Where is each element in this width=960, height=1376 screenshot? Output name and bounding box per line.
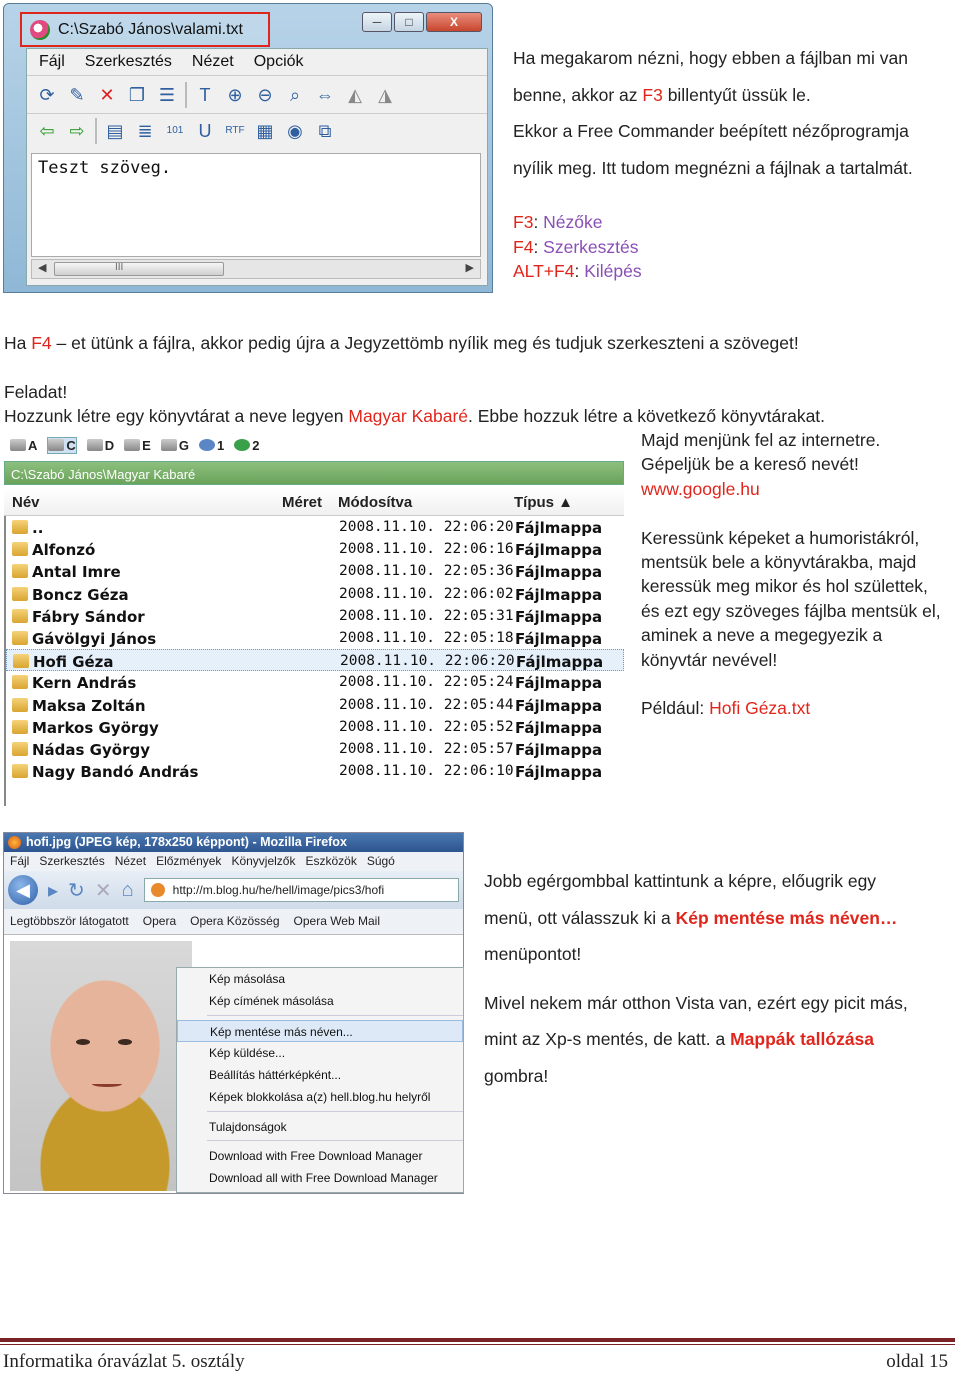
folder-name: Nagy Bandó András bbox=[32, 763, 199, 782]
folder-type: Fájlmappa bbox=[515, 563, 603, 582]
text-line: aminek a neve a megegyezik a bbox=[641, 625, 883, 646]
folder-name: Fábry Sándor bbox=[32, 607, 145, 626]
column-size[interactable]: Méret bbox=[282, 494, 323, 511]
menu-history[interactable]: Előzmények bbox=[156, 854, 222, 868]
google-link[interactable]: www.google.hu bbox=[641, 478, 760, 499]
shortcut-label: Kilépés bbox=[584, 261, 642, 281]
context-menu bbox=[176, 967, 464, 1193]
ctx-properties[interactable]: Tulajdonságok bbox=[209, 1119, 287, 1134]
drive-label: A bbox=[28, 437, 38, 453]
window-controls bbox=[362, 12, 482, 32]
text-line: mentsük bele a könyvtárakba, majd bbox=[641, 552, 917, 573]
example-filename: Hofi Géza.txt bbox=[709, 698, 811, 719]
toolbar-separator bbox=[185, 82, 187, 108]
rotate-left-icon[interactable]: ◭ bbox=[348, 84, 362, 105]
folder-row[interactable] bbox=[6, 538, 624, 560]
folder-date: 2008.11.10. 22:06:02 bbox=[339, 585, 514, 602]
drive-label: 1 bbox=[216, 437, 225, 453]
text-span: mint az Xp-s mentés, de katt. a bbox=[484, 1029, 731, 1049]
spacer bbox=[484, 973, 954, 985]
text-line: menüpontot! bbox=[484, 944, 582, 964]
column-type[interactable]: Típus ▲ bbox=[514, 494, 574, 511]
scroll-right-icon[interactable]: ▶ bbox=[465, 262, 474, 274]
task-heading: Feladat! bbox=[4, 382, 68, 402]
folder-date: 2008.11.10. 22:05:24 bbox=[339, 674, 514, 691]
menu-edit[interactable]: Szerkesztés bbox=[84, 53, 172, 70]
key-highlight: F4 bbox=[31, 333, 52, 353]
text-span: – et ütünk a fájlra, akkor pedig újra a Jegyzettömb nyílik meg és tudjuk szerkeszteni a szöveget! bbox=[51, 333, 799, 353]
text-span: menü, ott válasszuk ki a bbox=[484, 907, 676, 928]
folder-date: 2008.11.10. 22:06:16 bbox=[339, 541, 514, 558]
window-title-bar bbox=[20, 12, 270, 47]
folder-date: 2008.11.10. 22:06:20 bbox=[340, 653, 515, 670]
ctx-copy-image[interactable]: Kép másolása bbox=[209, 972, 286, 986]
portrait-image[interactable] bbox=[10, 941, 192, 1191]
shortcut-item bbox=[513, 210, 642, 235]
unicode-mode-icon[interactable]: U bbox=[198, 120, 212, 141]
ctx-save-image-as[interactable]: Kép mentése más néven... bbox=[177, 1020, 463, 1042]
mouth-shape bbox=[92, 1081, 122, 1087]
disk-icon bbox=[161, 439, 177, 451]
folder-row[interactable] bbox=[6, 716, 624, 738]
folder-icon bbox=[12, 587, 28, 601]
bookmark-opera[interactable]: Opera bbox=[142, 914, 177, 928]
folder-type: Fájlmappa bbox=[515, 585, 603, 604]
folder-date: 2008.11.10. 22:05:44 bbox=[339, 696, 514, 713]
rtf-mode-icon[interactable]: RTF bbox=[225, 124, 245, 136]
text-span: billentyűt üssük le. bbox=[662, 84, 811, 105]
folder-date: 2008.11.10. 22:05:36 bbox=[339, 563, 514, 580]
page-number: oldal 15 bbox=[886, 1351, 948, 1372]
back-arrow-icon[interactable]: ⇦ bbox=[39, 120, 55, 141]
shortcut-key: ALT+F4 bbox=[513, 261, 575, 281]
folder-name: .. bbox=[32, 519, 44, 537]
folder-name-highlight: Magyar Kabaré bbox=[348, 406, 469, 426]
menu-view[interactable]: Nézet bbox=[191, 53, 234, 70]
app-icon bbox=[30, 20, 50, 40]
drive-label: 2 bbox=[252, 437, 260, 453]
shortcut-label: Nézőke bbox=[543, 212, 603, 232]
folder-row-selected[interactable] bbox=[6, 649, 624, 671]
zoom-in-icon[interactable]: ⊕ bbox=[227, 84, 243, 105]
folder-type: Fájlmappa bbox=[516, 653, 604, 672]
folder-name: Antal Imre bbox=[32, 563, 121, 582]
text-span: Hozzunk létre egy könyvtárat a neve legyen bbox=[4, 406, 349, 426]
text-line: Keressünk képeket a humoristákról, bbox=[641, 527, 920, 548]
example-line bbox=[641, 696, 956, 720]
text-line: Majd menjünk fel az internetre. bbox=[641, 430, 881, 450]
menu-edit[interactable]: Szerkesztés bbox=[39, 854, 105, 868]
text-line bbox=[484, 1021, 954, 1058]
drive-label: D bbox=[104, 437, 115, 453]
stop-icon[interactable]: ✕ bbox=[94, 879, 112, 902]
drive-g[interactable] bbox=[161, 438, 189, 453]
footer-rule bbox=[0, 1338, 955, 1342]
folder-name: Gávölgyi János bbox=[32, 629, 157, 648]
disk-icon bbox=[87, 439, 103, 451]
drive-e[interactable] bbox=[124, 438, 151, 453]
folder-type: Fájlmappa bbox=[515, 718, 603, 737]
eye-shape bbox=[118, 1039, 132, 1045]
folder-row[interactable] bbox=[6, 760, 624, 782]
shortcut-sep: : bbox=[533, 212, 544, 232]
drive-bar bbox=[4, 432, 624, 458]
shortcut-list bbox=[513, 210, 642, 284]
text-line: Mivel nekem már otthon Vista van, ezért egy picit más, bbox=[484, 992, 908, 1013]
column-headers bbox=[4, 488, 624, 516]
menu-help[interactable]: Súgó bbox=[366, 854, 395, 868]
binary-mode-icon[interactable]: 101 bbox=[166, 124, 184, 136]
minimize-button[interactable]: ─ bbox=[362, 12, 392, 32]
folder-type: Fájlmappa bbox=[515, 519, 603, 537]
menu-options[interactable]: Opciók bbox=[253, 53, 304, 70]
disk-icon bbox=[48, 439, 64, 451]
drive-c[interactable] bbox=[47, 437, 76, 454]
reload-icon[interactable]: ↻ bbox=[68, 879, 85, 902]
folder-icon bbox=[13, 654, 29, 668]
zoom-out-icon[interactable]: ⊖ bbox=[257, 84, 273, 105]
text-line: gombra! bbox=[484, 1065, 549, 1086]
shortcut-label: Szerkesztés bbox=[543, 236, 639, 257]
folder-name: Hofi Géza bbox=[33, 653, 114, 672]
text-line: Ha megakarom nézni, hogy ebben a fájlban mi van bbox=[513, 48, 908, 68]
bookmarks-toolbar bbox=[4, 909, 463, 935]
folder-icon bbox=[12, 520, 28, 534]
folder-type: Fájlmappa bbox=[515, 740, 603, 759]
folder-icon bbox=[12, 609, 28, 623]
menu-view[interactable]: Nézet bbox=[114, 854, 147, 868]
close-button[interactable]: X bbox=[426, 12, 482, 32]
folder-name: Maksa Zoltán bbox=[32, 696, 146, 715]
text-span: . Ebbe hozzuk létre a következő könyvtárakat. bbox=[468, 406, 826, 426]
network-icon bbox=[199, 439, 215, 451]
folder-row[interactable] bbox=[6, 671, 624, 693]
text-line: és ezt egy szöveges fájlba mentsük el, bbox=[641, 600, 941, 621]
viewer-window bbox=[3, 3, 493, 293]
text-line: nyílik meg. Itt tudom megnézni a fájlnak a tartalmát. bbox=[513, 157, 913, 178]
text-line: könyvtár nevével! bbox=[641, 649, 778, 670]
menu-tools[interactable]: Eszközök bbox=[305, 854, 357, 868]
folder-type: Fájlmappa bbox=[515, 607, 603, 626]
menu-file[interactable]: Fájl bbox=[39, 53, 65, 70]
folder-icon bbox=[12, 631, 28, 645]
copy-icon[interactable]: ❐ bbox=[128, 84, 146, 105]
menu-highlight: Kép mentése más néven… bbox=[675, 907, 898, 928]
shortcut-key: F3 bbox=[513, 212, 534, 232]
folder-row[interactable] bbox=[6, 738, 624, 760]
menu-bookmarks[interactable]: Könyvjelzők bbox=[231, 854, 296, 868]
folder-date: 2008.11.10. 22:05:57 bbox=[339, 740, 514, 757]
folder-name: Kern András bbox=[32, 674, 137, 693]
bookmark-opera-webmail[interactable]: Opera Web Mail bbox=[293, 914, 380, 928]
folder-icon bbox=[12, 542, 28, 556]
folder-date: 2008.11.10. 22:05:31 bbox=[339, 607, 514, 624]
paragraph-task bbox=[4, 404, 825, 428]
drive-label: E bbox=[142, 437, 151, 453]
ctx-download-all-fdm[interactable]: Download all with Free Download Manager bbox=[209, 1171, 438, 1186]
paragraph-f4 bbox=[4, 331, 799, 355]
browser-window bbox=[3, 832, 464, 1194]
toolbar-row-1 bbox=[27, 75, 487, 113]
folder-name: Markos György bbox=[32, 718, 159, 737]
button-highlight: Mappák tallózása bbox=[730, 1029, 875, 1049]
folder-type: Fájlmappa bbox=[515, 629, 603, 648]
internet-instructions bbox=[641, 428, 956, 721]
folder-icon bbox=[12, 720, 28, 734]
forward-arrow-icon[interactable]: ⇨ bbox=[69, 120, 85, 141]
scroll-grip: III bbox=[115, 262, 124, 273]
spacer bbox=[641, 672, 956, 696]
image-mode-icon[interactable]: ▦ bbox=[256, 120, 274, 141]
eye-shape bbox=[76, 1039, 90, 1045]
text-line: Jobb egérgombbal kattintunk a képre, előugrik egy bbox=[484, 871, 877, 891]
folder-type: Fájlmappa bbox=[515, 541, 603, 560]
web-mode-icon[interactable]: ◉ bbox=[287, 120, 303, 141]
refresh-icon[interactable]: ⟳ bbox=[39, 84, 55, 105]
drive-a[interactable] bbox=[10, 438, 37, 453]
folder-row[interactable] bbox=[6, 560, 624, 582]
viewer-explanation bbox=[513, 40, 943, 186]
text-line: Ekkor a Free Commander beépített nézőprogramja bbox=[513, 121, 909, 141]
horizontal-scrollbar[interactable] bbox=[31, 259, 481, 279]
drive-ftp[interactable] bbox=[234, 438, 259, 453]
shortcut-item bbox=[513, 259, 642, 284]
browser-title: hofi.jpg (JPEG kép, 178x250 képpont) - Mozilla Firefox bbox=[4, 833, 463, 852]
current-path: C:\Szabó János\Magyar Kabaré bbox=[4, 461, 624, 485]
save-instructions bbox=[484, 863, 954, 1094]
text-line bbox=[484, 900, 954, 937]
fit-width-icon[interactable]: ⇔ bbox=[316, 84, 334, 105]
column-modified[interactable]: Módosítva bbox=[338, 494, 413, 511]
drive-d[interactable] bbox=[87, 438, 114, 453]
address-bar[interactable]: http://m.blog.hu/he/hell/image/pics3/hofi bbox=[144, 878, 459, 902]
text-line: keressük meg mikor és hol születtek, bbox=[641, 576, 928, 597]
rotate-right-icon[interactable]: ◮ bbox=[378, 84, 392, 105]
shortcut-item bbox=[513, 235, 642, 260]
folder-icon bbox=[12, 675, 28, 689]
folder-date: 2008.11.10. 22:06:20 bbox=[339, 519, 514, 535]
shortcut-key: F4 bbox=[513, 236, 534, 257]
browser-menu-bar bbox=[4, 852, 463, 871]
text-line: Gépeljük be a kereső nevét! bbox=[641, 454, 859, 475]
maximize-button[interactable]: □ bbox=[394, 12, 424, 32]
ftp-icon bbox=[234, 439, 250, 451]
folder-icon bbox=[12, 764, 28, 778]
forward-button[interactable]: ▸ bbox=[48, 879, 59, 902]
ctx-send-image[interactable]: Kép küldése... bbox=[209, 1045, 286, 1060]
folder-row[interactable] bbox=[6, 627, 624, 649]
key-highlight: F3 bbox=[642, 84, 663, 105]
font-icon[interactable]: T bbox=[199, 84, 211, 105]
folder-icon bbox=[12, 564, 28, 578]
menu-file[interactable]: Fájl bbox=[10, 854, 30, 868]
file-panel bbox=[4, 432, 624, 808]
text-mode-icon[interactable]: ▤ bbox=[106, 120, 124, 141]
footer-rule-thin bbox=[0, 1344, 955, 1345]
search-icon[interactable]: ⌕ bbox=[289, 84, 301, 105]
column-name[interactable]: Név bbox=[12, 494, 40, 511]
shortcut-sep: : bbox=[574, 261, 585, 281]
folder-row[interactable] bbox=[6, 694, 624, 716]
ctx-download-fdm[interactable]: Download with Free Download Manager bbox=[209, 1149, 423, 1164]
toolbar-row-2 bbox=[27, 113, 487, 147]
folder-type: Fájlmappa bbox=[515, 763, 603, 782]
drive-network[interactable] bbox=[199, 438, 224, 453]
folder-date: 2008.11.10. 22:05:18 bbox=[339, 629, 514, 646]
plugin-icon[interactable]: ⧉ bbox=[318, 120, 332, 141]
delete-icon[interactable]: ✕ bbox=[99, 84, 115, 105]
lines-mode-icon[interactable]: ≣ bbox=[137, 120, 153, 141]
window-title: C:\Szabó János\valami.txt bbox=[58, 21, 243, 38]
back-button[interactable]: ◀ bbox=[8, 875, 38, 905]
disk-icon bbox=[124, 439, 140, 451]
folder-row[interactable] bbox=[6, 516, 624, 538]
scroll-left-icon[interactable]: ◀ bbox=[38, 262, 47, 274]
bookmark-most-visited[interactable]: Legtöbbször látogatott bbox=[10, 914, 129, 928]
drive-label: G bbox=[178, 437, 189, 453]
spacer bbox=[641, 501, 956, 525]
viewer-body bbox=[26, 48, 488, 286]
home-icon[interactable]: ⌂ bbox=[121, 878, 134, 901]
text-span: benne, akkor az bbox=[513, 84, 643, 105]
browser-content bbox=[4, 935, 463, 1193]
folder-name: Alfonzó bbox=[32, 541, 96, 560]
text-content[interactable]: Teszt szöveg. bbox=[31, 153, 481, 257]
edit-icon[interactable]: ✎ bbox=[69, 84, 85, 105]
folder-icon bbox=[12, 742, 28, 756]
text-span: Például: bbox=[641, 698, 710, 719]
floppy-icon bbox=[10, 439, 26, 451]
ctx-set-as-background[interactable]: Beállítás háttérképként... bbox=[209, 1068, 342, 1083]
folder-name: Boncz Géza bbox=[32, 585, 129, 604]
folder-type: Fájlmappa bbox=[515, 674, 603, 693]
ctx-block-images[interactable]: Képek blokkolása a(z) hell.blog.hu helyről bbox=[209, 1090, 431, 1105]
shortcut-sep: : bbox=[533, 236, 544, 257]
folder-date: 2008.11.10. 22:05:52 bbox=[339, 718, 514, 735]
list-icon[interactable]: ☰ bbox=[158, 84, 176, 105]
folder-row[interactable] bbox=[6, 605, 624, 627]
footer-title: Informatika óravázlat 5. osztály bbox=[3, 1351, 245, 1372]
text-line bbox=[513, 77, 943, 114]
drive-label: C bbox=[66, 437, 76, 453]
bookmark-opera-community[interactable]: Opera Közösség bbox=[190, 914, 280, 928]
text-span: Ha bbox=[4, 333, 32, 353]
scrollbar-thumb[interactable] bbox=[54, 262, 224, 276]
file-list bbox=[4, 516, 624, 806]
folder-icon bbox=[12, 698, 28, 712]
folder-row[interactable] bbox=[6, 583, 624, 605]
navigation-bar bbox=[4, 871, 463, 909]
ctx-copy-image-location[interactable]: Kép címének másolása bbox=[209, 994, 334, 1009]
folder-date: 2008.11.10. 22:06:10 bbox=[339, 763, 514, 780]
folder-name: Nádas György bbox=[32, 740, 150, 759]
folder-type: Fájlmappa bbox=[515, 696, 603, 715]
toolbar-separator bbox=[95, 118, 97, 144]
menu-bar bbox=[27, 49, 487, 75]
